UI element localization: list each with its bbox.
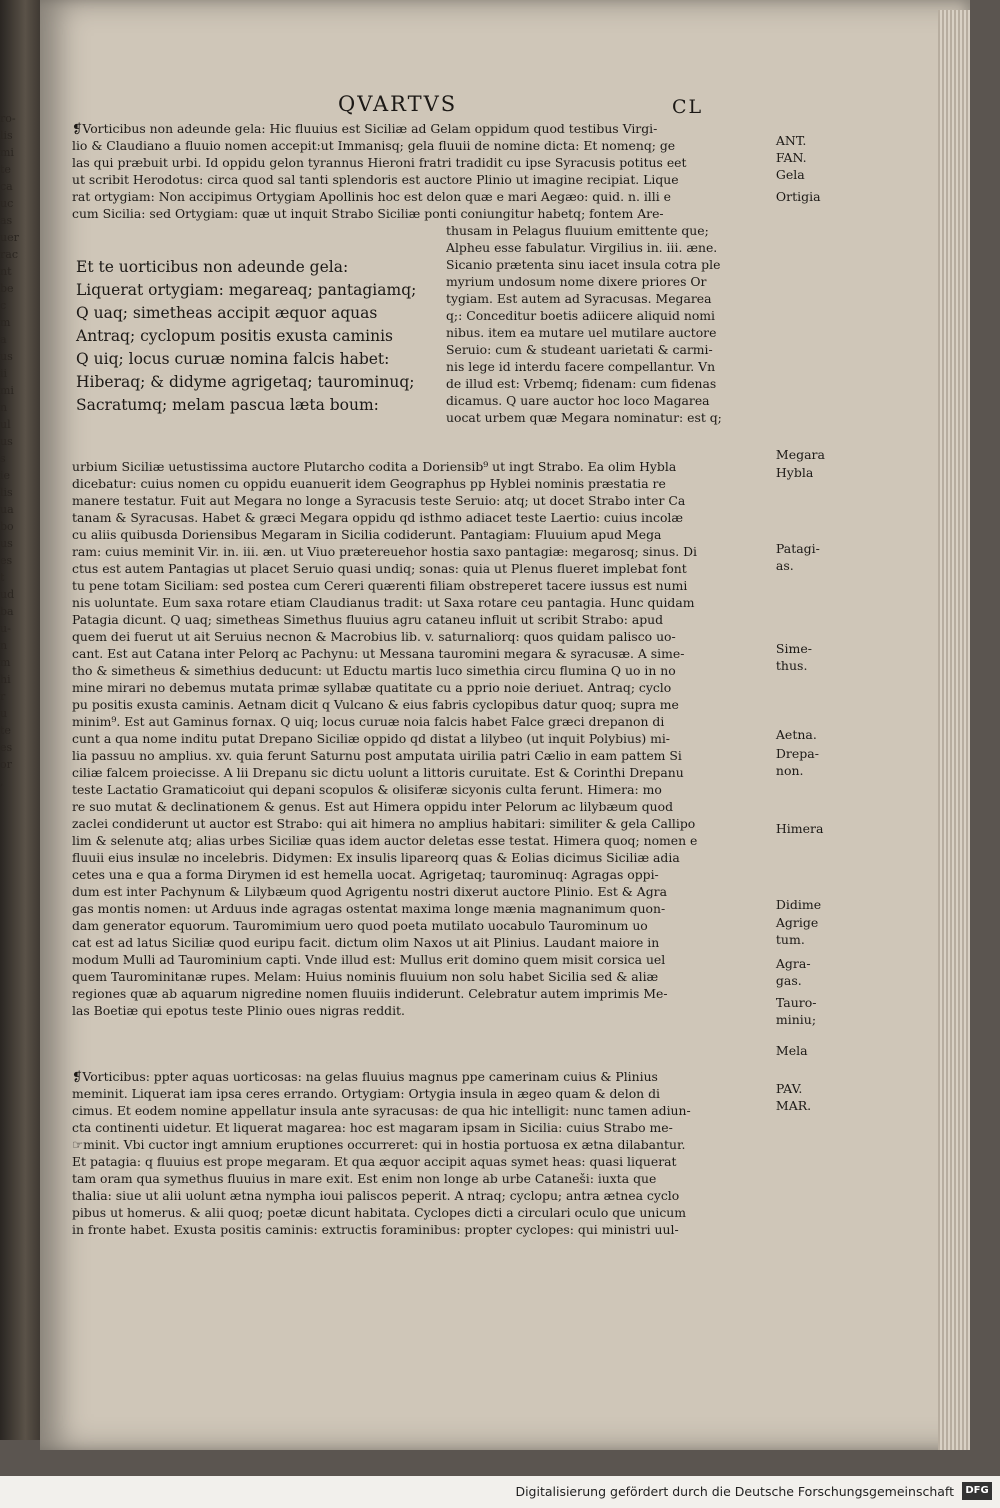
left-page-fragment: ro- lis mi te ca uc as uer rac nt be c m a us ii mi n ul us s ie lis ua bo us es t ud ba u- n m hi r u te es or ,: [0, 112, 19, 788]
margin-note-agragas: Agra- gas.: [775, 956, 811, 988]
margin-note-gela: Gela: [775, 167, 805, 182]
margin-note-megara: Megara: [775, 447, 825, 462]
digitization-footer: [0, 1476, 1000, 1508]
page-edge-stack: [938, 10, 970, 1450]
verse-commentary: thusam in Pelagus fluuium emittente que; Alpheu esse fabulatur. Virgilius in. iii. æne. Sicanio prætenta sinu iacet insula cotra ple myrium undosum nome dixere priores Or tygiam. Est autem ad Syracusas. Megarea q;: Conceditur boetis adiicere aliquid nomi nibus. item ea mutare uel mutilare auctore Seruio: cum & studeant uarietati & carmi- nis lege id interdu facere compellantur. Vn de illud est: Vrbemq; fidenam: cum fidenas dicamus. Q uare auctor hoc loco Magarea uocat urbem quæ Megara nominatur: est q;: [446, 223, 722, 425]
margin-note-taurominium: Tauro- miniu;: [775, 995, 817, 1027]
verse-block: Et te uorticibus non adeunde gela: Liquerat ortygiam: megareaq; pantagiamq; Q uaq; simetheas accipit æquor aquas Antraq; cyclopum positis exusta caminis Q uiq; locus curuæ nomina falcis habet: Hiberaq; & didyme agrigetaq; taurominuq; Sacratumq; melam pascua læta boum:: [76, 258, 417, 414]
margin-note-mar: MAR.: [775, 1098, 812, 1113]
margin-note-fan: FAN.: [775, 150, 807, 165]
folio-number: CL: [672, 96, 704, 118]
margin-note-agrigentum: Agrige tum.: [775, 915, 819, 947]
margin-note-drepanon: Drepa- non.: [775, 746, 819, 778]
margin-note-mela: Mela: [775, 1043, 808, 1058]
margin-note-didyme: Didime: [775, 897, 822, 912]
margin-note-hybla: Hybla: [775, 465, 814, 480]
commentary-paragraph-2: urbium Siciliæ uetustissima auctore Plutarcho codita a Doriensib⁹ ut ingt Strabo. Ea olim Hybla dicebatur: cuius nomen cu oppidu euanuerit idem Geographus pp Hyblei nominis præstatia re manere testatur. Fuit aut Megara no longe a Syracusis teste Seruio: atq; ut docet Strabo inter Ca tanam & Syracusas. Habet & græci Megara oppidu qd isthmo adiacet teste Laertio: cuius incolæ cu aliis quibusda Doriensibus Megaram in Sicilia codiderunt. Pantagiam: Fluuium apud Mega ram: cuius meminit Vir. in. iii. æn. ut Viuo prætereuehor hostia saxo pantagiæ: megarosq; sinus. Di ctus est autem Pantagias ut placet Seruio quasi undiq; sonas: quia ut Plenus flueret implebat font tu pene totam Siciliam: sed postea cum Cereri quærenti filiam obstreperet tacere iussus est numi nis uoluntate. Eum saxa rotare etiam Claudianus tradit: ut Saxa rotare ceu pantagia. Hunc quidam Patagia dicunt. Q uaq; simetheas Simethus fluuius agru cataneu influit ut scribit Strabo: apud quem dei fuerut ut ait Seruius necnon & Macrobius lib. v. saturnaliorq: quos quidam palisco uo- cant. Est aut Catana inter Pelorq ac Pachynu: ut Messana tauromini megara & syracusæ. A sime- tho & simetheus & simethius deducunt: ut Eductu martis luco simethia circu flumina Q uo in no mine mirari no debemus mutata primæ syllabæ quatitate cu a pprio noie deriuet. Antraq; cyclo pu positis exusta caminis. Aetnam dicit q Vulcano & eius fabris cyclopibus datur quoq; supra me minim⁹. Est aut Gaminus fornax. Q uiq; locus curuæ noia falcis habet Falce græci drepanon di cunt a qua nome inditu putat Drepano Siciliæ oppido qd distat a lilybeo (ut inquit Polybius) mi- lia passuu no amplius. xv. quia ferunt Saturnu post amputata uirilia patri Cælio in eam pattem Si ciliæ falcem proiecisse. A lii Drepanu sic dictu uolunt a littoris curuitate. Est & Corinthi Drepanu teste Lactatio Gramaticoiut qui depani scopulos & olisiferæ sicyonis culta ferunt. Himera: mo re suo mutat & declinationem & genus. Est aut Himera oppidu inter Pelorum ac lilybæum quod zaclei condiderunt ut auctor est Strabo: qui ait himera no amplius habitari: similiter & gela Callipo lim & selenute atq; alias urbes Siciliæ quas idem auctor deletas esse testat. Himera quoq; nomen e fluuii eius insulæ no incelebris. Didymen: Ex insulis lipareorq quas & Eolias dicimus Siciliæ adia cetes una e qua a forma Dirymen id est hemella uocat. Agrigetaq; taurominuq: Agragas oppi- dum est inter Pachynum & Lilybæum quod Agrigentu nostri dixerut auctore Plinio. Est & Agra gas montis nomen: ut Arduus inde agragas ostentat maxima longe mænia magnanimum quon- dam generator equorum. Tauromimium uero quod poeta mutilato uocabulo Taurominum uo cat est ad latus Siciliæ quod euripu facit. dictum olim Naxos ut ait Plinius. Laudant maiore in modum Mulli ad Taurominium capti. Vnde illud est: Mullus erit domino quem misit corsica uel quem Taurominitanæ rupes. Melam: Huius nominis fluuium non solu habet Sicilia sed & aliæ regiones quæ ab aquarum nigredine nomen fluuiis indiderunt. Celebratur autem imprimis Me- las Boetiæ qui epotus teste Plinio oues nigras reddit.: [72, 459, 698, 1018]
margin-note-simethus: Sime- thus.: [775, 641, 812, 673]
margin-note-pantagias: Patagi- as.: [775, 541, 820, 573]
marginal-notes: [760, 0, 825, 1113]
margin-note-pau: PAV.: [775, 1081, 803, 1096]
running-head: QVARTVS: [338, 92, 458, 116]
footer-credit: Digitalisierung gefördert durch die Deutsche Forschungsgemeinschaft: [515, 1484, 954, 1499]
commentary-paragraph-3: ❡Vorticibus: ppter aquas uorticosas: na gelas fluuius magnus ppe camerinam cuius & Plinius meminit. Liquerat iam ipsa ceres errando. Ortygiam: Ortygia insula in ægeo quam & delon di cimus. Et eodem nomine appellatur insula ante syracusas: de qua hic intelligit: nunc tamen adiun- cta continenti uidetur. Et liquerat magarea: hoc est magaram ipsam in Sicilia: cuius Strabo me- ☞minit. Vbi cuctor ingt amnium eruptiones occurreret: qui in hostia portuosa ex ætna dilabantur. Et patagia: q fluuius est prope megaram. Et qua æquor accipit aquas symet heas: quasi liquerat tam oram qua symethus fluuius in mare exit. Est enim non longe ab urbe Cataneši: iuxta que thalia: siue ut alii uolunt ætna nympha ioui paliscos peperit. A ntraq; cyclopu; antra ætnea cyclo pibus ut homerus. & alii quoq; poetæ dicunt habitata. Cyclopes dicti a circulari oculo que unicum in fronte habet. Exusta positis caminis: extructis foraminibus: propter cyclopes: qui ministri uul-: [72, 1069, 691, 1237]
margin-note-aetna: Aetna.: [775, 727, 817, 742]
margin-note-ant: ANT.: [775, 133, 807, 148]
margin-note-ortygia: Ortigia: [775, 189, 821, 204]
commentary-paragraph-1: ❡Vorticibus non adeunde gela: Hic fluuius est Siciliæ ad Gelam oppidum quod testibus Virgi- lio & Claudiano a fluuio nomen accepit:ut Immanisq; gela fluuii de nomine dicta: Et nomenq; ge las qui præbuit urbi. Id oppidu gelon tyrannus Hieroni fratri tradidit cu ipse Syracusis potitus eet ut scribit Herodotus: circa quod sal tanti splendoris est auctore Plinio ut imagine recipiat. Lique rat ortygiam: Non accipimus Ortygiam Apollinis hoc est delon quæ e mari Aegæo: quid. n. illi e cum Sicilia: sed Ortygiam: quæ ut inquit Strabo Siciliæ ponti coniungitur habetq; fontem Are-: [72, 121, 687, 221]
dfg-logo-icon: DFG: [962, 1482, 992, 1500]
margin-note-himera: Himera: [775, 821, 824, 836]
